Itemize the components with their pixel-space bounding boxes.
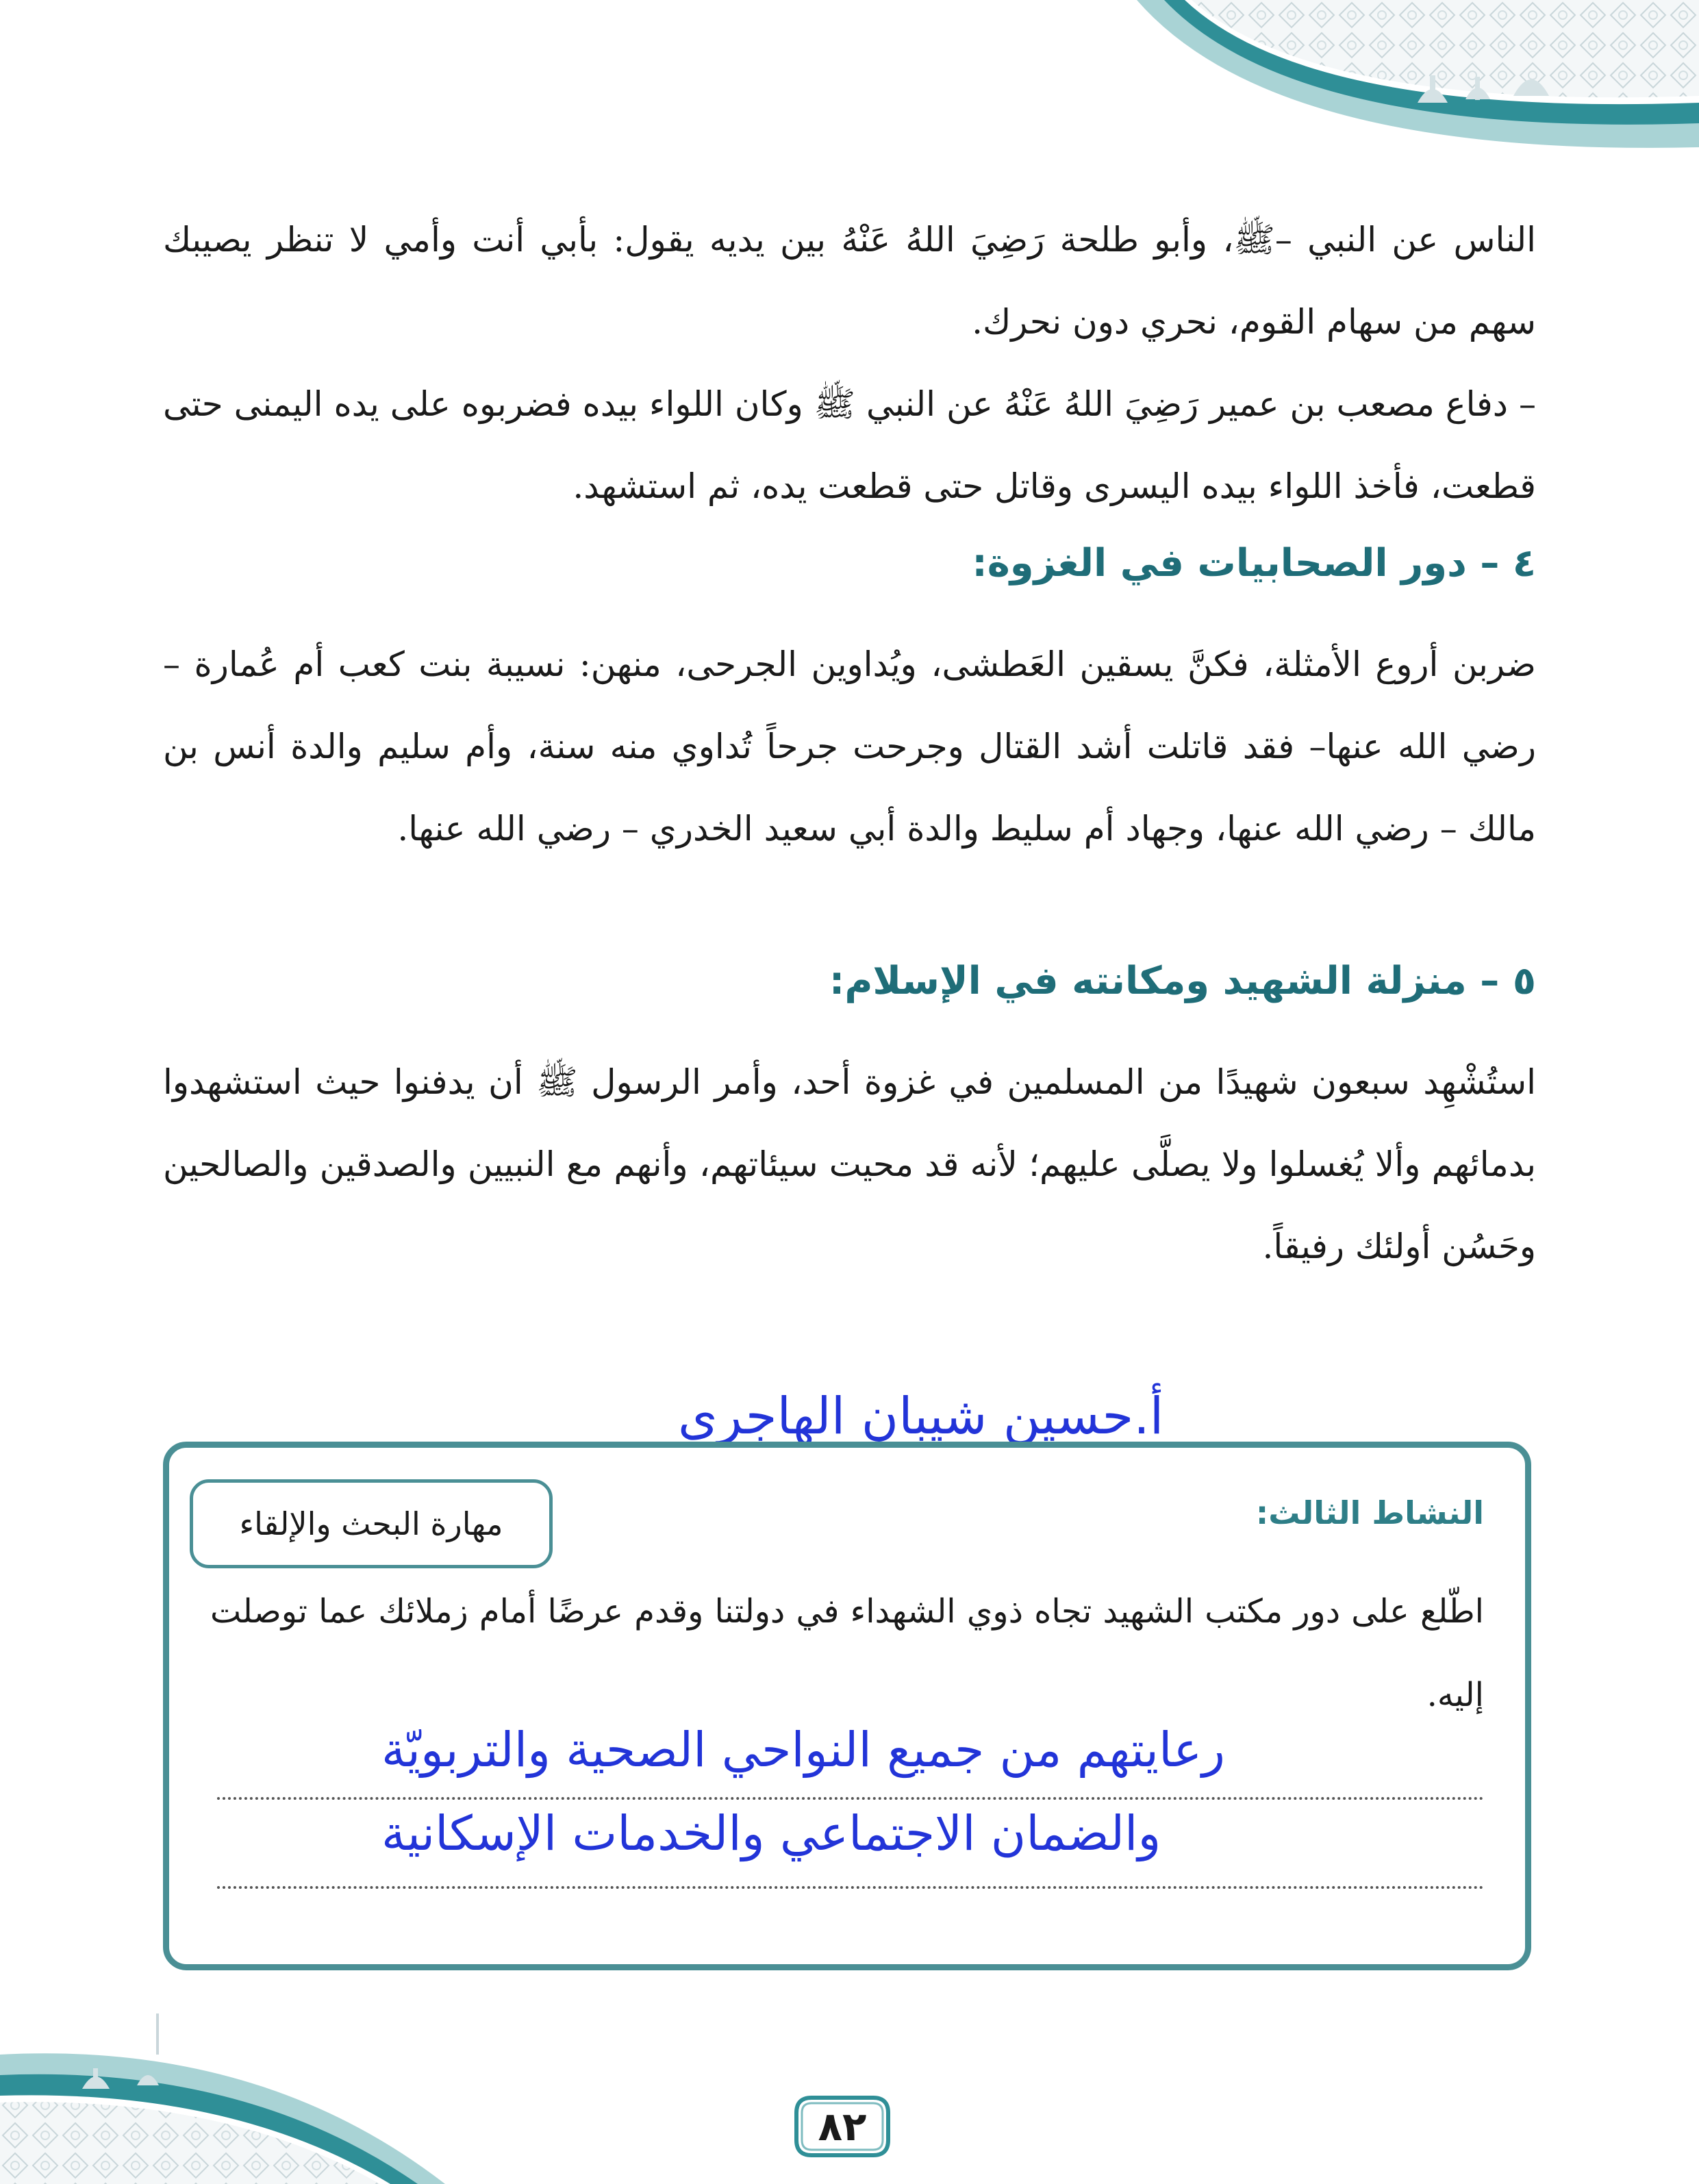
activity-box <box>163 1442 1531 1970</box>
activity-title: النشاط الثالث: <box>1255 1494 1484 1531</box>
author-handwritten-name: أ.حسين شيبان الهاجري <box>678 1387 1164 1446</box>
answer-dotted-line-1 <box>217 1797 1484 1800</box>
activity-instructions: اطّلع على دور مكتب الشهيد تجاه ذوي الشهداء في دولتنا وقدم عرضًا أمام زملائك عما توصلت إليه. <box>210 1592 1484 1714</box>
page-number: ٨٢ <box>818 2103 867 2150</box>
paragraph-2: – دفاع مصعب بن عمير رَضِيَ اللهُ عَنْهُ عن النبي ﷺ وكان اللواء بيده فضربوه على يده اليمنى حتى قطعت، فأخذ اللواء بيده اليسرى وقاتل حتى قطعت يده، ثم استشهد. <box>163 384 1536 506</box>
section-heading-5: ٥ – منزلة الشهيد ومكانته في الإسلام: <box>829 959 1536 1003</box>
answer-dotted-line-2 <box>217 1886 1484 1889</box>
section-heading-4: ٤ – دور الصحابيات في الغزوة: <box>972 541 1536 586</box>
paragraph-3: ضربن أروع الأمثلة، فكنَّ يسقين العَطشى، ويُداوين الجرحى، منهن: نسيبة بنت كعب أم عُمارة – رضي الله عنها– فقد قاتلت أشد القتال وجرحت جرحاً تُداوي منه سنة، وأم سليم والدة أنس بن مالك – رضي الله عنها، وجهاد أم سليط والدة أبي سعيد الخدري – رضي الله عنها. <box>163 644 1536 849</box>
handwritten-answer-line-2: والضمان الاجتماعي والخدمات الإسكانية <box>381 1805 1161 1861</box>
skill-tag: مهارة البحث والإلقاء <box>190 1479 553 1568</box>
paragraph-1: الناس عن النبي –ﷺ، وأبو طلحة رَضِيَ اللهُ عَنْهُ بين يديه يقول: بأبي أنت وأمي لا تنظر يصيبك سهم من سهام القوم، نحري دون نحرك. <box>163 220 1536 342</box>
handwritten-answer-line-1: رعايتهم من جميع النواحي الصحية والتربويّة <box>381 1722 1225 1778</box>
page-number-badge <box>791 2092 894 2161</box>
bottom-corner-decoration <box>0 2000 479 2184</box>
paragraph-4: استُشْهِد سبعون شهيدًا من المسلمين في غزوة أحد، وأمر الرسول ﷺ أن يدفنوا حيث استشهدوا بدمائهم وألا يُغسلوا ولا يصلَّى عليهم؛ لأنه قد محيت سيئاتهم، وأنهم مع النبيين والصدقين والصالحين وحَسُن أولئك رفيقاً. <box>163 1062 1536 1266</box>
top-corner-decoration <box>1096 0 1699 164</box>
